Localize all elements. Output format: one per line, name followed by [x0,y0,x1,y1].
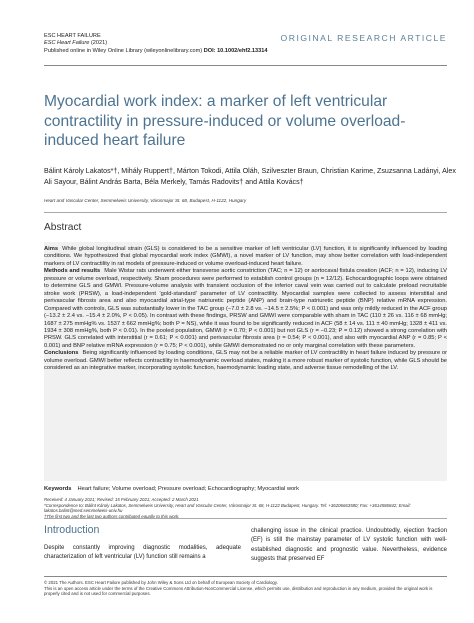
journal-year: (2021) [89,40,108,47]
journal-name-italic: ESC Heart Failure [44,40,90,47]
aims-text: While global longitudinal strain (GLS) is considered to be a sensitive marker of left ventricular (LV) function, it is significantly influenced by loading conditions. We hypothesized that global myocardial work index (GMWI), a novel marker of LV function, may show better correlation with load-independent markers of LV contractility in rat models of pressure-induced or volume overload-induced heart failure. [44,246,447,267]
header-divider [44,65,447,66]
conclusions-label: Conclusions [44,350,79,357]
abstract-heading: Abstract [44,222,82,233]
abstract-box [44,242,447,481]
affiliation-divider [44,212,447,213]
abstract-conclusions [44,350,447,372]
article-dates [44,497,447,519]
introduction-heading: Introduction [44,524,100,536]
conclusions-text: Being significantly influenced by loading conditions, GLS may not be a reliable marker of LV contractility in heart failure induced by pressure or volume overload. GMWI better reflects contractility in haemodynamic overload states, making it a more robust marker of systolic function, while GLS should be considered as an integrative marker, incorporating systolic function, haemodynamic loading state, and adverse tissue remodelling of the LV. [44,350,447,372]
copyright: © 2021 The Authors. ESC Heart Failure published by John Wiley & Sons Ltd on behalf of European Society of Cardiology. [44,580,278,585]
methods-label: Methods and results [44,268,101,275]
author-list: Bálint Károly Lakatos*†, Mihály Ruppert†, Márton Tokodi, Attila Oláh, Szilveszter Braun, Christian Karime, Zsuzsanna Ladányi, Alex Ali Sayour, Bálint András Barta, Béla Merkely, Tamás Radovits† and Attila Kovács† [44,167,456,186]
received-dates: Received: 4 January 2021; Revised: 15 February 2021; Accepted: 2 March 2021 [44,497,199,502]
correspondence: *Correspondence to: Bálint Károly Lakatos, Semmelweis University, Heart and Vascular Center, Városmajor St. 68, H-1122 Budapest, Hungary. Tel: +36206663580; Fax: +3614586842; Email: lakatos.balint@med.semmelweis-univ.hu [44,502,411,514]
abstract-body [44,242,447,373]
publication-info [44,48,267,55]
introduction-text-left: Despite constantly improving diagnostic modalities, adequate characterization of left ventricular (LV) function still remains a [44,545,241,561]
equal-contribution: †The first two and the last two authors contributed equally to this work. [44,513,180,519]
article-type: ORIGINAL RESEARCH ARTICLE [280,33,447,43]
journal-issue [44,40,267,47]
license-text: This is an open access article under the terms of the Creative Commons Attribution-NonCommercial License, which permits use, distribution and reproduction in any medium, provided the original work is properly cited and is not used for commercial purposes. [44,585,433,597]
dates-divider [44,518,447,519]
journal-name: ESC HEART FAILURE [44,33,101,39]
methods-text: Male Wistar rats underwent either transverse aortic constriction (TAC; n = 12) or aortocaval fistula creation (ACF; n = 12), inducing LV pressure or volume overload, respectively. Sham procedures were performed to establish control groups (n = 12/12). Echocardiographic loops were obtained to determine GLS and GMWI. Pressure-volume analysis with transient occlusion of the inferior caval vein was carried out to calculate preload recruitable stroke work (PRSW), a load-independent 'gold-standard' parameter of LV contractility. Myocardial samples were collected to assess interstitial and perivascular fibrosis area and also myocardial atrial-type natriuretic peptide (ANP) and brain-type natriuretic peptide (BNP) relative mRNA expression. Compared with controls, GLS was substantially lower in the TAC group (−7.0 ± 2.8 vs. −14.5 ± 2.5%; P < 0.001) and was only mildly reduced in the ACF group (−13.2 ± 2.4 vs. −15.4 ± 2.0%, P < 0.05). In contrast with these findings, PRSW and GMWI were comparable with sham in TAC (110 ± 26 vs. 116 ± 68 mmHg; 1687 ± 275 mmHg% vs. 1537 ± 662 mmHg%; both P = NS), while it was found to be significantly reduced in ACF (58 ± 14 vs. 111 ± 40 mmHg; 1328 ± 411 vs. 1934 ± 308 mmHg%, both P < 0.01). In the pooled population, GMWI (r = 0.70; P < 0.001) but not GLS (r = −0.23; P = 0.12) showed a strong correlation with PRSW. GLS correlated with interstitial (r = 0.61; P < 0.001) and perivascular fibrosis area (r = 0.54; P < 0.001), and also with myocardial ANP (r = 0.85; P < 0.001) and BNP relative mRNA expression (r = 0.75; P < 0.001), while GMWI demonstrated no or only marginal correlation with these parameters. [44,268,447,349]
doi[interactable]: DOI: 10.1002/ehf2.13314 [203,47,268,54]
license-footer [44,580,447,597]
journal-header [44,33,267,55]
aims-label: Aims [44,246,59,252]
article-title: Myocardial work index: a marker of left ventricular contractility in pressure-induced or volume overload-induced heart failure [44,93,406,150]
abstract-aims [44,246,447,268]
footer-divider [44,576,447,577]
affiliation: Heart and Vascular Center, Semmelweis University, Városmajor St. 68, Budapest, H-1122, Hungary [44,198,247,203]
introduction-text-right: challenging issue in the clinical practice. Undoubtedly, ejection fraction (EF) is still the mainstay parameter of LV systolic function with well-established diagnostic and prognostic value. Nevertheless, evidence suggests that preserved EF [251,528,447,563]
keywords-text: Heart failure; Volume overload; Pressure overload; Echocardiography; Myocardial work [77,486,299,492]
published-online: Published online in Wiley Online Library (wileyonlinelibrary.com) [44,47,204,54]
keywords [44,486,447,492]
abstract-methods [44,268,447,350]
keywords-label: Keywords [44,486,72,492]
